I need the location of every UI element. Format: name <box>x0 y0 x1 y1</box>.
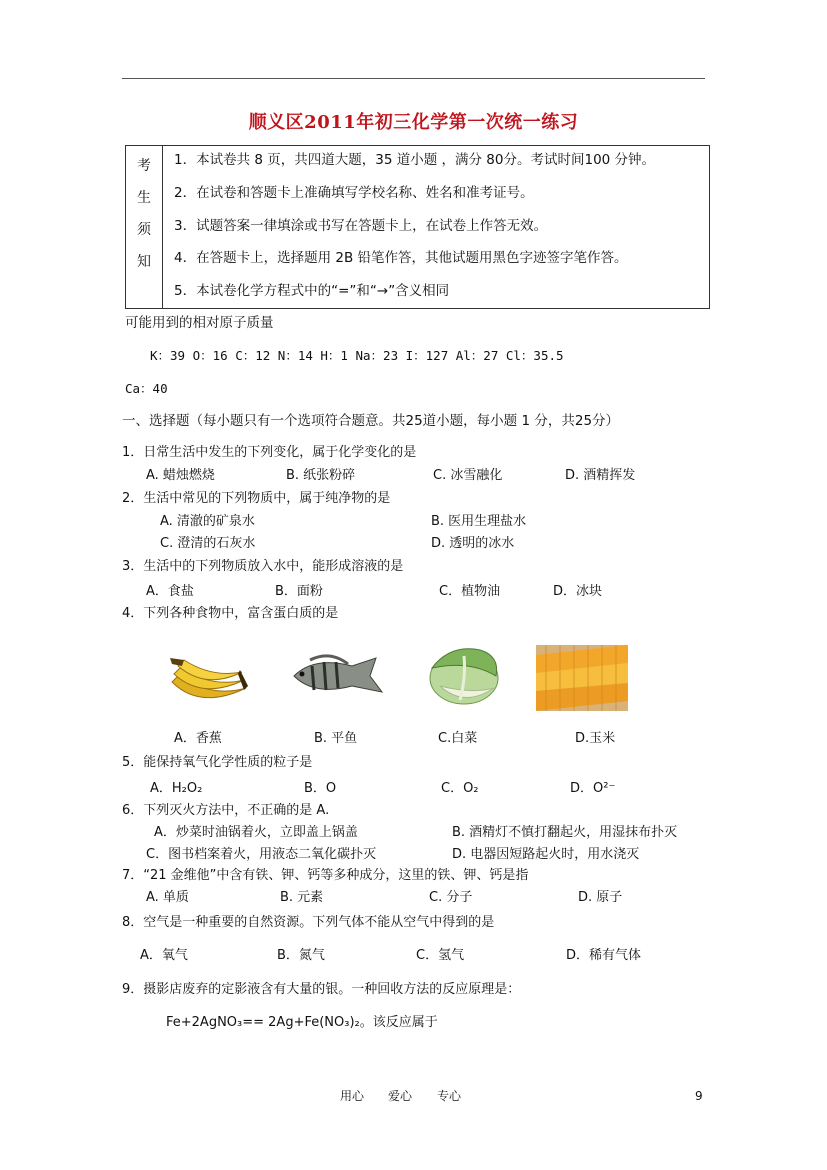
question-option: D. 酒精挥发 <box>565 468 636 483</box>
notice-item: 1．本试卷共 8 页，共四道大题，35 道小题 ，满分 80分。考试时间100 分钟。 <box>174 152 656 168</box>
question-option: B. 医用生理盐水 <box>431 514 527 529</box>
notice-label-char: 考 <box>137 158 151 174</box>
atomic-mass-line: K：39 O：16 C：12 N：14 H：1 Na：23 I：127 Al：27 Cl：35.5 <box>150 348 564 363</box>
question-stem: 2．生活中常见的下列物质中，属于纯净物的是 <box>122 491 391 506</box>
question-stem: 5．能保持氧气化学性质的粒子是 <box>122 755 313 770</box>
notice-item: 3．试题答案一律填涂或书写在答题卡上，在试卷上作答无效。 <box>174 218 548 234</box>
question-option: C.白菜 <box>438 731 478 746</box>
question-option: D．稀有气体 <box>566 948 642 963</box>
question-stem: 7．“21 金维他”中含有铁、钾、钙等多种成分，这里的铁、钾、钙是指 <box>122 868 529 883</box>
cabbage-image <box>420 642 512 718</box>
notice-box <box>125 145 710 309</box>
question-stem: 3．生活中的下列物质放入水中，能形成溶液的是 <box>122 559 404 574</box>
question-option: D. 透明的冰水 <box>431 536 515 551</box>
notice-label-char: 知 <box>137 254 151 270</box>
question-option: B. 纸张粉碎 <box>286 468 356 483</box>
question-option: A．炒菜时油锅着火，立即盖上锅盖 <box>154 825 358 840</box>
section-heading: 一、选择题（每小题只有一个选项符合题意。共25道小题，每小题 1 分，共25分） <box>122 413 620 429</box>
page-title: 顺义区2011年初三化学第一次统一练习 <box>248 112 579 133</box>
corn-image <box>536 645 628 711</box>
notice-label-char: 生 <box>137 190 151 206</box>
question-stem: 1．日常生活中发生的下列变化，属于化学变化的是 <box>122 445 417 460</box>
question-option: C．氢气 <box>416 948 465 963</box>
chemical-equation: Fe+2AgNO₃== 2Ag+Fe(NO₃)₂。该反应属于 <box>166 1015 438 1030</box>
question-option: A．食盐 <box>146 584 194 599</box>
question-option: A．H₂O₂ <box>150 781 203 796</box>
question-option: A．香蕉 <box>174 731 222 746</box>
question-option: C. 分子 <box>429 890 473 905</box>
notice-item: 5．本试卷化学方程式中的“=”和“→”含义相同 <box>174 283 450 299</box>
question-stem: 6．下列灭火方法中，不正确的是 A. <box>122 803 330 818</box>
notice-item: 2．在试卷和答题卡上准确填写学校名称、姓名和准考证号。 <box>174 185 534 201</box>
question-option: B．面粉 <box>275 584 323 599</box>
question-option: C．O₂ <box>441 781 479 796</box>
question-option: B. 元素 <box>280 890 324 905</box>
question-option: C. 冰雪融化 <box>433 468 503 483</box>
atomic-mass-line: Ca：40 <box>125 381 168 396</box>
question-option: C. 澄清的石灰水 <box>160 536 256 551</box>
question-option: D. 电器因短路起火时，用水浇灭 <box>452 847 640 862</box>
question-option: D. 原子 <box>578 890 623 905</box>
page-number: 9 <box>695 1089 703 1103</box>
question-option: D．冰块 <box>553 584 603 599</box>
notice-label-char: 须 <box>137 222 151 238</box>
question-option: A. 单质 <box>146 890 189 905</box>
question-option: D．O²⁻ <box>570 781 616 796</box>
footer-motto: 专心 <box>437 1089 462 1103</box>
question-option: D.玉米 <box>575 731 616 746</box>
question-option: B．O <box>304 781 337 796</box>
question-stem: 8．空气是一种重要的自然资源。下列气体不能从空气中得到的是 <box>122 915 495 930</box>
question-option: B. 酒精灯不慎打翻起火，用湿抹布扑灭 <box>452 825 678 840</box>
question-option: B．氮气 <box>277 948 325 963</box>
question-stem: 9．摄影店废弃的定影液含有大量的银。一种回收方法的反应原理是： <box>122 982 521 997</box>
footer-motto: 用心 <box>340 1089 365 1103</box>
banana-image <box>168 648 250 708</box>
atomic-mass-heading: 可能用到的相对原子质量 <box>125 315 274 331</box>
question-option: A. 蜡烛燃烧 <box>146 468 215 483</box>
question-option: A．氧气 <box>140 948 188 963</box>
question-stem: 4．下列各种食物中，富含蛋白质的是 <box>122 606 339 621</box>
notice-item: 4．在答题卡上，选择题用 2B 铅笔作答，其他试题用黑色字迹签字笔作答。 <box>174 250 628 266</box>
fish-image <box>290 652 386 700</box>
question-option: A. 清澈的矿泉水 <box>160 514 255 529</box>
footer-motto: 爱心 <box>388 1089 413 1103</box>
question-option: C．植物油 <box>439 584 501 599</box>
question-option: B. 平鱼 <box>314 731 358 746</box>
header-rule <box>122 78 705 79</box>
question-option: C．图书档案着火，用液态二氧化碳扑灭 <box>146 847 377 862</box>
